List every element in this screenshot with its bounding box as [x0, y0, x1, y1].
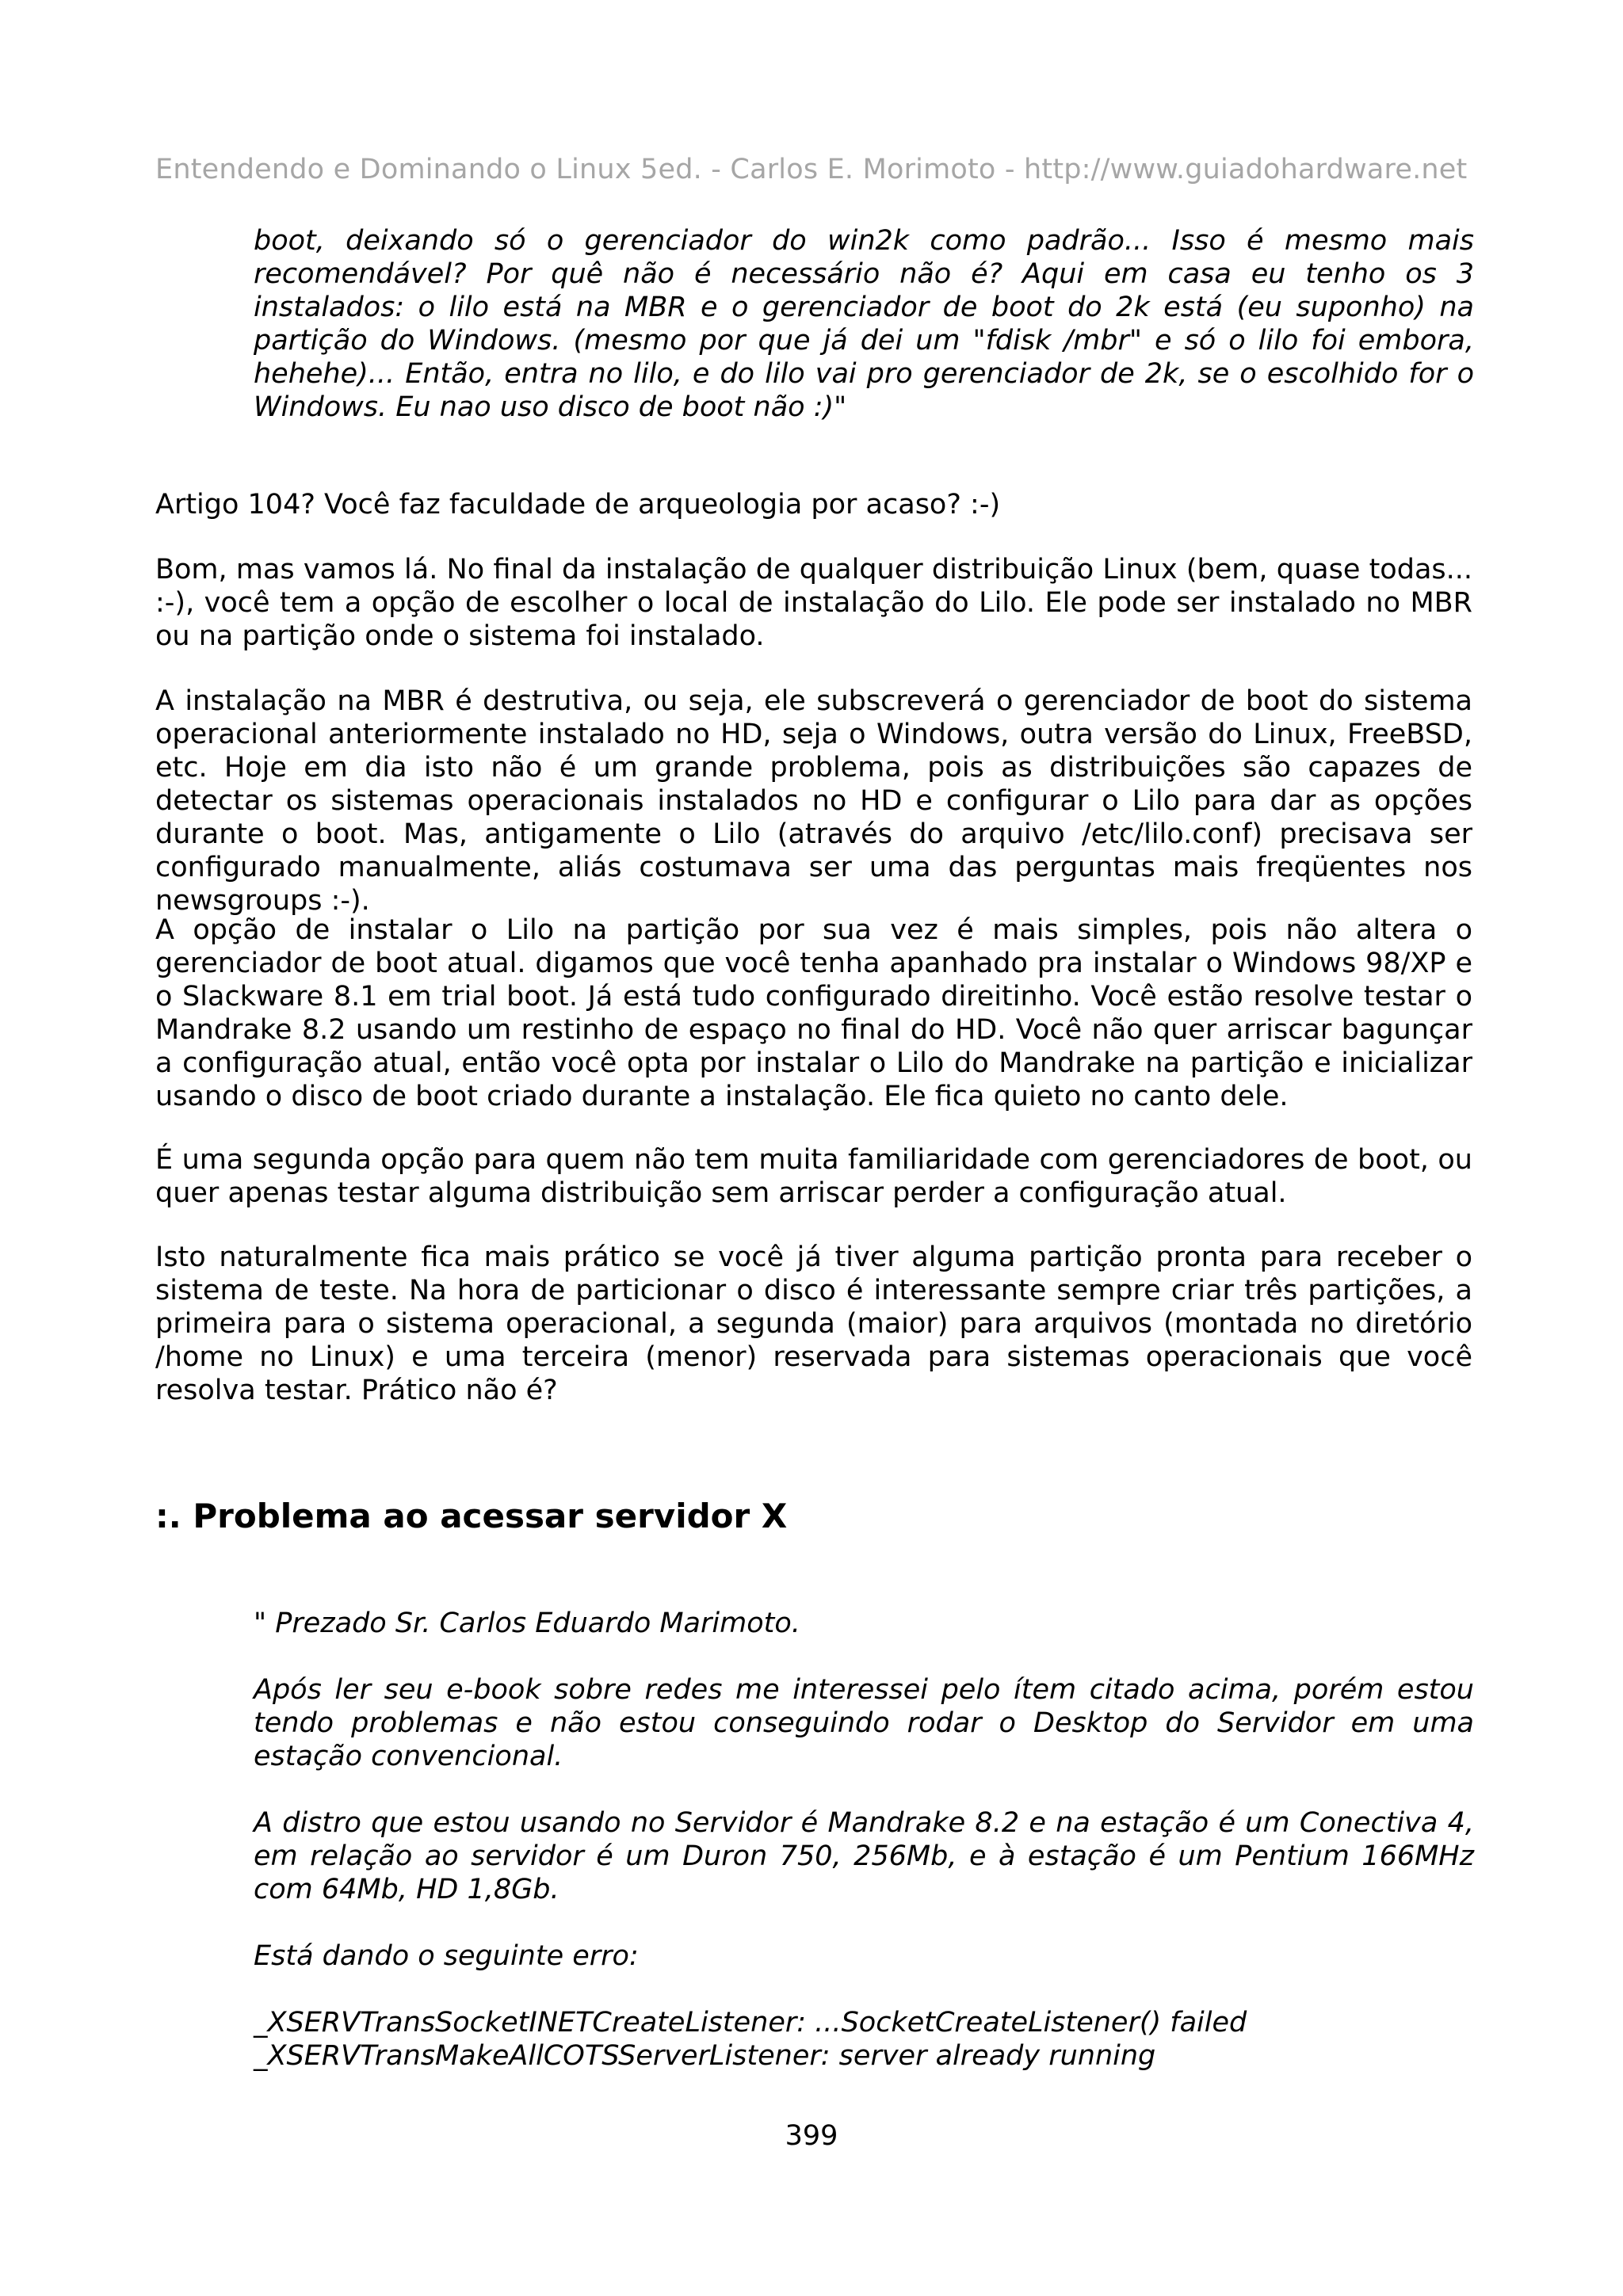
body-paragraph	[155, 913, 1472, 1113]
error-line: _XSERVTransMakeAllCOTSServerListener: server already running	[254, 2040, 1156, 2072]
body-paragraph	[155, 685, 1472, 917]
paragraph-artigo: Artigo 104? Você faz faculdade de arqueologia por acaso? :-)	[155, 489, 1001, 521]
page-number: 399	[785, 2120, 838, 2152]
error-line: _XSERVTransSocketINETCreateListener: ...SocketCreateListener() failed	[254, 2007, 1247, 2039]
paragraph-partition-install: A opção de instalar o Lilo na partição por sua vez é mais simples, pois não altera o gerenciador de boot atual. digamos que você tenha apanhado pra instalar o Windows 98/XP e o Slackware 8.1 em trial boot. Já está tudo configurado direitinho. Você estão resolve testar o Mandrake 8.2 usando um restinho de espaço no final do HD. Você não quer arriscar bagunçar a configuração atual, então você opta por instalar o Lilo do Mandrake na partição e inicializar usando o disco de boot criado durante a instalação. Ele fica quieto no canto dele.	[155, 914, 1472, 1112]
letter-paragraph: Está dando o seguinte erro:	[254, 1940, 639, 1972]
letter-paragraph: Após ler seu e-book sobre redes me interessei pelo ítem citado acima, porém estou tendo problemas e não estou conseguindo rodar o Desktop do Servidor em uma estação convencional.	[254, 1674, 1474, 1772]
body-paragraph	[155, 553, 1472, 653]
paragraph-second-option: É uma segunda opção para quem não tem muita familiaridade com gerenciadores de boot, ou quer apenas testar alguma distribuição sem arriscar perder a configuração atual.	[155, 1144, 1472, 1209]
body-paragraph	[155, 1143, 1472, 1210]
quote-paragraph: boot, deixando só o gerenciador do win2k como padrão... Isso é mesmo mais recomendável? Por quê não é necessário não é? Aqui em casa eu tenho os 3 instalados: o lilo está na MBR e o gerenciador de boot do 2k está (eu suponho) na partição do Windows. (mesmo por que já dei um "fdisk /mbr" e só o lilo foi embora, hehehe)... Então, entra no lilo, e do lilo vai pro gerenciador de 2k, se o escolhido for o Windows. Eu nao uso disco de boot não :)"	[254, 225, 1474, 423]
section-heading: :. Problema ao acessar servidor X	[155, 1497, 788, 1535]
running-header: Entendendo e Dominando o Linux 5ed. - Carlos E. Morimoto - http://www.guiadohardware.net	[155, 154, 1468, 185]
letter-salutation: " Prezado Sr. Carlos Eduardo Marimoto.	[254, 1608, 800, 1639]
reader-letter	[254, 1607, 1474, 2073]
reader-quote-continued	[254, 224, 1474, 424]
paragraph-lilo-options: Bom, mas vamos lá. No final da instalação de qualquer distribuição Linux (bem, quase todas... :-), você tem a opção de escolher o local de instalação do Lilo. Ele pode ser instalado no MBR ou na partição onde o sistema foi instalado.	[155, 554, 1472, 652]
paragraph-mbr-install: A instalação na MBR é destrutiva, ou seja, ele subscreverá o gerenciador de boot do sistema operacional anteriormente instalado no HD, seja o Windows, outra versão do Linux, FreeBSD, etc. Hoje em dia isto não é um grande problema, pois as distribuições são capazes de detectar os sistemas operacionais instalados no HD e configurar o Lilo para dar as opções durante o boot. Mas, antigamente o Lilo (através do arquivo /etc/lilo.conf) precisava ser configurado manualmente, aliás costumava ser uma das perguntas mais freqüentes nos newsgroups :-).	[155, 685, 1472, 917]
body-paragraph	[155, 488, 1472, 521]
body-paragraph	[155, 1241, 1472, 1407]
letter-paragraph: A distro que estou usando no Servidor é Mandrake 8.2 e na estação é um Conectiva 4, em relação ao servidor é um Duron 750, 256Mb, e à estação é um Pentium 166MHz com 64Mb, HD 1,8Gb.	[254, 1807, 1474, 1905]
paragraph-partition-tip: Isto naturalmente fica mais prático se você já tiver alguma partição pronta para receber o sistema de teste. Na hora de particionar o disco é interessante sempre criar três partições, a primeira para o sistema operacional, a segunda (maior) para arquivos (montada no diretório /home no Linux) e uma terceira (menor) reservada para sistemas operacionais que você resolva testar. Prático não é?	[155, 1241, 1472, 1406]
